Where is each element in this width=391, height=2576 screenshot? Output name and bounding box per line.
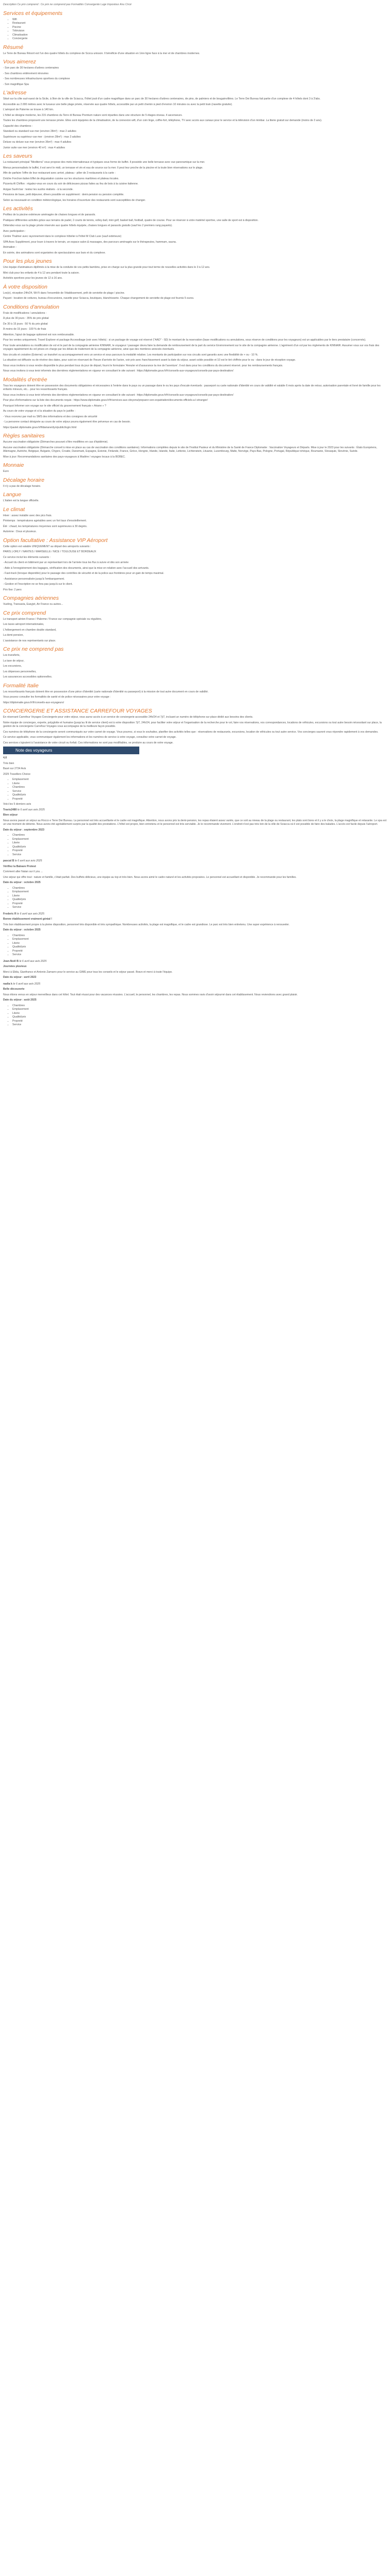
conciergerie-paragraph: Notre équipe de concierges, experte, polyglotte et humaine (jusqu'au lit de service client) est à votre disposition 7j/7, 24h/24, pour faciliter votre séjour et l'organisation de la recherche pour le vol, faire vos réservations, vos correspondances, locations de véhicules, excursions ou tout autre besoin nécessitant sur place, la gestion de la conciergerie Carrefour Voyages vous accompagne de la meilleure façon possible. (3, 721, 382, 728)
option-paragraph: Cette option est valable UNIQUEMENT au départ des aéroports suivants : (3, 545, 91, 548)
saveurs-paragraph: Acigas Sushi bar : testez les sushis réalisés - à la seconde. (3, 188, 74, 191)
formalites-heading: Formalité Italie (3, 682, 39, 689)
comprend-pas-item: Les assurances accessibles optionnelles. (3, 675, 53, 679)
lieu-paragraph: Toutes les chambres proposent une terrasse privée. Elles sont équipées de la climatisation, de la connexion wifi, d'un coin linge, coffre-fort, téléphone, TV avec accès aux canaux pour le service et la télévision d'un minibar. La literie gratuit sur demande (moins de 3 ans). (3, 119, 322, 122)
activites-heading: Les activités (3, 206, 33, 212)
conditions-paragraph: Pour les ventes uniquement, Travel Explorer et package Accessibage (voir avec hôtels) : si un package de voyage est réservé ("AAD" - SD) le montant de la reservation (base modifications ou annulations, sous réserve de conditions pour les voyageurs) est un applicables par le tiers prestataire (concernés). (3, 338, 366, 342)
comprend-item: La demi-pension, (3, 634, 24, 637)
conciergerie-paragraph: En réservant Carrefour Voyages Conciergerie pour votre séjour, vous aurez accès à un service de conciergerie accessible 24h/24 et 7j/7, incluant un numéro de téléphone sur place dédié aux besoins des clients. (3, 716, 253, 719)
review-title: Vérifiez la Baleare Protest (3, 865, 36, 868)
review-stay-date: Date du séjour : septembre 2023 (3, 828, 44, 832)
review-criterion: • Qualité/prix (12, 1015, 388, 1020)
review-criteria-list (12, 934, 388, 957)
review (3, 912, 388, 957)
saveurs-paragraph: La restaurant principal "Mediterra" vous propose des mets internationaux et typiques sous forme de buffet. Il possède une belle terrasse avec vue panoramique sur la mer. (3, 161, 205, 164)
aimerez-item: - Ses nombreuses infrastructures sportives du complexe (3, 77, 70, 80)
review-header (3, 960, 388, 964)
monnaie-heading: Monnaie (3, 462, 24, 468)
review (3, 960, 388, 980)
review-criterion: • Propreté (12, 849, 388, 853)
review-criterion: • Emplacement (12, 1008, 388, 1012)
conditions-paragraph: Nous vous invitons à vous rendre disponible le plus pendant tous du jour de départ, fourni le formulaire 'Annuler et d'assurance la rive de l'aventure'. Il est dans pour les conditions du document réservé. pour les remboursements français. (3, 364, 283, 367)
review-criterion: • Literie (12, 1012, 388, 1016)
review-criterion: • Service (12, 953, 388, 957)
formalites-paragraph: https://diplomatie.gouv.fr/fr/conseils-aux-voyageurs/ (3, 701, 64, 704)
review-criterion: • Propreté (12, 902, 388, 906)
comprend-heading: Ce prix comprend (3, 609, 46, 616)
comprend-pas-item: Les dépenses personnelles, (3, 670, 37, 673)
review-criterion: • Service (12, 853, 388, 857)
climat-paragraph: Hiver : assez instable avec des pics frais. (3, 514, 52, 517)
review-author: Jean-Noël B (3, 959, 19, 963)
notes-header: Note des voyageurs (3, 747, 139, 754)
conditions-paragraph: Nos circuits et croisière (Externe): un transfert ou accompagnement vers un service et sous parcours la modalité relative. Les montants de participation sur nos circuits sont garantis avec une flexibilité de + ou - 10 %. (3, 353, 258, 357)
monnaie-text: Euro (3, 470, 9, 473)
rating-criterion-item: • Emplacement (12, 778, 388, 782)
option-paragraph: - Accueil du client en bâtiment par un représentant lors de l'arrivée tous les flux à suivre et dès son arrivée (3, 561, 129, 564)
option-paragraph: PARIS (-ORLY / NANTES / MARSEILLE / NICE / TOULOUSE ET BORDEAUX (3, 550, 96, 553)
comprend-item: Les taxes aéroport internationales, (3, 623, 44, 626)
review-criteria-list (12, 1004, 388, 1027)
savoir-paragraph: Payant : location de voitures, bureau d'excursions, navette pour Sciacca, boutiques, blanchisserie. Chaque changement de serviette de plage est fournis 5 euros. (3, 297, 194, 300)
review-author: Travis2480 (3, 808, 17, 811)
option-paragraph: Ce service inclut les éléments suivants : (3, 555, 51, 559)
saveurs-paragraph: Afin de parfaire l'offre de leur restaurant avec arrivé, plateau - pilier de 3 restaurants à la carte : (3, 172, 116, 175)
rating-label: Très bien (3, 761, 14, 765)
lieu-paragraph: Capacité des chambres : (3, 124, 33, 128)
review-criterion: • Qualité/prix (12, 845, 388, 850)
conciergerie-paragraph: Ces services s'ajoutent à l'assistance de votre circuit ou forfait. Ces informations ne sont pas modifiables, se produire au cours de votre voyage. (3, 741, 174, 744)
modalites-paragraph: Tous les voyageurs doivent être en possession des documents obligatoires et nécessaires à l'entrée dans le pays ou un passage dans le ou les pays d'escale éventuels : passeport ou carte nationale d'identité en cours de validité et valable 6 mois après la date de retour, autorisation parentale et livret de famille pour les enfants mineurs, etc... pour les ressortissants français. (3, 384, 381, 391)
activites-paragraph: Détendez-vous sur la plage privée réservée aux quatre hôtels équipée, chaises longues et parasols gratuits (sauf les 2 premiers rang payants). (3, 224, 173, 227)
lieu-paragraph: L'aéroport de Palerme se trouve à 140 km. (3, 108, 54, 111)
conditions-paragraph: À moins de 15 jours : 100 % de frais (3, 328, 46, 331)
review-criterion: • Chambres (12, 834, 388, 838)
comprend-item: L'assistance de nos représentants sur place. (3, 639, 56, 642)
rating-criterion-item: • Propreté (12, 798, 388, 802)
review-date: le 6 avril aux avis 2025 (18, 808, 45, 811)
conditions-paragraph: À plus de 30 jours : 35% de prix global (3, 317, 49, 320)
review-header (3, 808, 388, 812)
service-item: • Télévision (12, 29, 388, 33)
modalites-paragraph: Pour plus d'informations sur la liste des documents requis : https://www.diplomatie.gouv.fr/fr/services-aux-citoyens/preparer-son-expatriation/documents-officiels-a-l-etranger/ (3, 399, 208, 402)
review-criterion: • Propreté (12, 1020, 388, 1024)
review-title: Journées pluvieux (3, 965, 27, 968)
rating-criterion-item: • Qualité/prix (12, 793, 388, 798)
climat-paragraph: Été : chaud, les températures moyennes sont supérieures à 30 degrés. (3, 524, 88, 528)
savoir-heading: À votre disposition (3, 283, 47, 290)
aimerez-heading: Vous aimerez (3, 59, 36, 65)
review-criterion: • Literie (12, 894, 388, 899)
conditions-paragraph: Nous vous invitons à vous tenir informés des dernières réglementations en vigueur en consultant le site suivant : https://diplomatie.gouv.fr/fr/conseils-aux-voyageurs/conseils-par-pays-destination/ (3, 369, 234, 372)
climat-paragraph: Automne : Doux et pluvieux. (3, 530, 37, 533)
review (3, 982, 388, 1027)
lieu-paragraph: Deluxe ou deluxe vue mer (environ 36m²) : max 4 adultes (3, 141, 72, 144)
review-header (3, 982, 388, 987)
resume-text: Le Terre de Bureau Résort est l'un des quatre hôtels du complexe de Scoca unisson. Il bénéficie d'une situation en 1ère ligne face à la mer et de chambres modernes. (3, 52, 200, 55)
conditions-paragraph: De 30 à 15 jours : 50 % du prix global (3, 322, 48, 326)
review-criterion: • Qualité/prix (12, 898, 388, 902)
lieu-heading: L'adresse (3, 90, 27, 96)
petits-paragraph: Une équipe d'animateurs diplômés à la mise de la conduite de vos petits bambins, prise en charge sur la plus grande pour tout terme de nouvelles activités dans le 3 à 12 ans. (3, 266, 210, 269)
lieu-paragraph: Supérieure ou supérieur vue mer : (environ 28m²) : max 3 adultes (3, 135, 81, 139)
review-stay-date: Date du séjour : août 2025 (3, 998, 37, 1002)
modalites-paragraph: - La personne contact désignée au cours de votre séjour pourra également être prévenue en cas de besoin. (3, 420, 131, 423)
option-paragraph: - Assistance personnalisée jusqu'à l'embarquement. (3, 577, 65, 581)
review-text: Comment aller Natan sur il you ... (3, 870, 43, 873)
review-criterion: • Propreté (12, 950, 388, 954)
review-criterion: • Chambres (12, 1004, 388, 1008)
service-item: • Climatisation (12, 33, 388, 38)
review-text: Très bon établissement propre à la pleine disposition, personnel très disponible et très sympathique. Nombreuses activités, la plage est magnifique, et le cadre est grandiose. Le parc est très bien entretenu. Une super expérience à renouveler. (3, 923, 290, 926)
comprend-item: Le transport aérien France / Palerme / France sur compagnie spéciale ou régulière, (3, 617, 102, 621)
decalage-heading: Décalage horaire (3, 477, 44, 483)
review-criterion: • Chambres (12, 887, 388, 891)
review-text-2: Une séjour qui offre tout : nature et famille, c'était parfait. Des buffets délicieux, une équipe au top et très bien. Nous avons aimé le cadre naturel et les activités proposées. Le personnel est accueillant et disponible. Je recommande pour les familles. (3, 875, 297, 879)
lieu-paragraph: Situé sur la côte sud-ouest de la Sicile, à 9km de la ville de Sciacca, l'hôtel jouit d'un cadre magnifique dans un parc de 30 hectares d'arbres centenaires, de pins, de palmiers et de bougainvillées. Le Terre Dei Bureau fait partie d'un complexe de 4 hôtels dont 3 à 3'abs. (3, 97, 321, 100)
review-criterion: • Literie (12, 841, 388, 845)
option-heading: Option facultative : Assistance VIP Aéroport (3, 537, 108, 544)
rating-criterion-list (12, 778, 388, 801)
regles-paragraph: Aucune vaccination obligatoire (Démarche conseil à mise en place au cas de vaccination des conditions sanitaires). Informations complètes depuis le site de l'Institut Pasteur et du Ministère de la Santé de France Diplomatie : Vaccination Voyageurs et Départs. Mise à jour le 2023 pour les suivants : États Européens, Allemagne, Autriche, Belgique, Bulgarie, Chypre, Croatie, Danemark, Espagne, Estonie, Finlande, France, Grèce, Hongrie, Irlande, Islande, Italie, Lettonie, Lichtenstein, Lituanie, Luxembourg, Malte, Norvège, Pays-Bas, Pologne, Portugal, République tchèque, Roumanie, Slovaquie, Slovénie, Suède. (3, 446, 377, 453)
regles-paragraph: Mise à jour: Recommandations sanitaires des pays-voyageurs à Madère / voyages locaux à la BOBEC. (3, 455, 126, 459)
review-header (3, 912, 388, 917)
review-criteria-list (12, 887, 388, 910)
review-criterion: • Qualité/prix (12, 945, 388, 950)
petits-paragraph: Activités sportives pour les jeunes de 12 à 16 ans. (3, 277, 63, 280)
review-stay-date: Date du séjour : avril 2023 (3, 976, 37, 979)
modalites-paragraph: Nous vous invitons à vous tenir informés des dernières réglementations en vigueur en consultant le site suivant : https://diplomatie.gouv.fr/fr/conseils-aux-voyageurs/conseils-par-pays-destination/ (3, 393, 234, 397)
service-list (12, 18, 388, 41)
review-header (3, 859, 388, 863)
page-intro: Description Ce prix comprend : Ce prix ne comprend pas Formalités Convergente Luge Impostour Anu Circé (3, 3, 132, 6)
option-paragraph: Prix fixe: 2 pers (3, 588, 22, 591)
compagnies-heading: Compagnies aériennes (3, 595, 59, 601)
service-item: • Conciergerie (12, 37, 388, 41)
review-criterion: • Service (12, 1023, 388, 1027)
review-criterion: • Emplacement (12, 890, 388, 894)
saveurs-paragraph: Dolche Forchon italien Effet de dégustation cuisine sur les structures maritimes et plateau locales. (3, 177, 119, 180)
rating-criterion-item: • Chambres (12, 786, 388, 790)
page-root (0, 0, 391, 1027)
conciergerie-paragraph: Ces numéros de téléphone de la conciergerie seront communiqués sur votre carnet de voyage. Vous pourrez, si vous le souhaitez, planifier des activités telles que : réservations de restaurants, excursions, location de véhicules ou tout autre service. Vos concierges sauront vous répondre rapidement à vos demandes. (3, 730, 379, 734)
regles-paragraph: Aucune vaccination obligatoire (Démarches pouvant s'être modifiées en cas d'épidémie). (3, 440, 108, 444)
activites-paragraph: Centre Thalmer avec rayonnement dans le complexe hôtelier à l'hôtel M Club Luxe (sauf extérieure) (3, 235, 122, 238)
comprend-pas-heading: Ce prix ne comprend pas (3, 646, 64, 652)
aimerez-item: - Ses chambres entièrement rénovées (3, 72, 48, 75)
activites-paragraph: SPA Avec Supplément, pour louer à travers le terrain, un espace salon & massages, des parcours aménagés sur le thérapeutes, hammam, sauna. (3, 240, 177, 244)
comprend-pas-item: Les transferts, (3, 654, 20, 657)
compagnies-text: Vueling, Transavia, Easyjet, Air France ou autres... (3, 603, 63, 606)
conditions-paragraph: Pour toute annulations ou modification de vol et le part de la compagnie aérienne KINNAIR, le voyageur / passager devra faire la demande de remboursement de la part du service Environnement sur le site de la compagnie aérienne. L'agrément d'un vol par les règlements de KINNAIR. Assumer vous sur vos frais des voyages rapatriement du vol prises en charge par les délais de traitement de la compagnie aérienne, ainsi que des membres annexés éventuels. (3, 344, 380, 351)
langue-heading: Langue (3, 492, 22, 498)
lieu-paragraph: L'hôtel se désigne moderne, les 215 chambres du Terre di Bureau Premium nature sont réparties dans une structure de 5 étages-niveau. 4 ascenseurs. (3, 113, 183, 117)
langue-text: L'italien est la langue officielle. (3, 499, 39, 502)
option-paragraph: - Fast-track (lorsque disponible) pour le passage des contrôles de sécurité et de la police aux frontières pour un gain de temps maximal. (3, 572, 164, 575)
activites-paragraph: Pratiquez différentes activités grâce aux terrains de padel, 2 courts de tennis, volley-ball, mini golf, basket ball, football, quatre de course. Pour se réserver à votre matériel sportive, une salle de sport est à disposition. (3, 218, 258, 222)
review-stay-date: Date du séjour : octobre 2025 (3, 881, 41, 884)
lieu-paragraph: Standard ou standard vue mer (environ 28m²) : max 2 adultes (3, 130, 76, 133)
review-date: le 6 avril aux avis 2025 (14, 859, 42, 862)
formalites-paragraph: Vous pouvez consulter les formalités de santé et de police nécessaires pour votre voyage : (3, 696, 111, 699)
modalites-paragraph: Au cours de votre voyage et si la situation du pays le justifie : (3, 410, 76, 413)
modalites-paragraph: - Vous recevrez par mail ou SMS des informations et des consignes de sécurité (3, 415, 97, 418)
review-stay-date: Date du séjour : octobre 2025 (3, 928, 41, 931)
rating-score: 4,6 (3, 756, 7, 759)
review-date: le 6 avril aux avis 2025 (19, 959, 47, 963)
savoir-paragraph: Les(e), réception 24h/24, Wi-Fi dans l'ensemble de l'établissement, prêt de serviette de plage / piscine. (3, 291, 125, 295)
services-heading: Services et équipements (3, 10, 62, 16)
conditions-paragraph: Attention, l'ajout de bagage optionnel est non remboursable. (3, 333, 75, 336)
conditions-heading: Conditions d'annulation (3, 303, 59, 310)
review-title: Bien séjour (3, 814, 18, 817)
climat-paragraph: Printemps : températures agréables avec un fort taux d'ensoleillement. (3, 519, 87, 522)
saveurs-paragraph: Menus personnalisés le buffet, il est servi le midi, un terrasse et vin et eau de source sur la mer. Il peut leur proche de la piscine et la toute bien réservations sur le plage. (3, 166, 203, 170)
lieu-paragraph: Junior suite vue mer (environ 40 m²) : max 4 adultes (3, 146, 65, 149)
modalites-paragraph: https://pastel.diplomatie.gouv.fr/fildariane/dyn/public/login.html (3, 426, 77, 429)
activites-paragraph: Profitez de la piscine extérieure aménagée de chaises longues et de parasols. (3, 213, 96, 216)
petits-paragraph: Mini club pour les enfants de 4 à 12 ans pendant toute la saison. (3, 271, 80, 275)
lieu-paragraph: Accessible au 2.000 mètres avec le luxueux une belle plage privée, réservée aux quatre hôtels, accessible par un petit chemin à pied d'environ 10 minutes ou avec la petit train (navette gratuite). (3, 103, 233, 106)
review-criteria-list (12, 834, 388, 857)
saveurs-heading: Les saveurs (3, 153, 32, 159)
review-text: Nous avons passé un séjour au Rocco e Terre Dei Bureau. La personnel est très accueillante et le cadre est magnifique. Attention, nous avons pris la demi-pension, les repas étaient assez variés, que ce soit au niveau de la plage ou restaurant, les plats sont bons et il y a le choix, la plage magnifique et relaxante. Le spa est un vrai moment de détente. Nous avons été agréablement surpris par la qualité des prestations. L'hôtel est propre, bien entretenu et le personnel est très serviable. Je le recommande vivement. L'endroit n'est pas très loin de la ville de Sciacca où il est possible de faire des balades. L'accès est facile depuis l'aéroport. (3, 819, 387, 826)
comprend-item: L'hébergement en chambre double standard, (3, 628, 57, 632)
rating-criterion-item: • Service (12, 790, 388, 794)
option-paragraph: - Aide à l'enregistrement des bagages, vérification des documents, ainsi que la mise en relation avec l'accueil des arrivants. (3, 566, 150, 570)
comprend-pas-item: Les excursions, (3, 665, 22, 668)
modalites-paragraph: Pourquoi Informer son voyage sur le site officiel du gouvernement français « Ariane » ? (3, 404, 106, 408)
review-criterion: • Emplacement (12, 838, 388, 842)
review-title: Bonne établissement vraiment génial ! (3, 918, 52, 921)
review (3, 808, 388, 857)
review-criterion: • Service (12, 906, 388, 910)
review-text: Merci à Elida, Gianfranco et Antonio Zamarro pour le service au GIME pour tous les conseils et le séjour passé. Bravo et merci à toute l'équipe. (3, 970, 173, 974)
conditions-paragraph: La situation est diffusée ou de révérer des dates, pour suivi en réservant de l'heure d'arrivée de l'avion, voir prix avec franchissement avant la date du séjour, avant solde possible et 10 est le tiré chiffrée pour le ou - dans le jour de réception voyage. (3, 359, 296, 362)
review-date: le 6 avril aux avis 2025 (17, 912, 44, 916)
option-paragraph: - Gestion et l'inscription ne se fera pas jusqu'à sur le client. (3, 583, 73, 586)
formalites-paragraph: Les ressortissants français doivent être en possession d'une pièce d'identité (carte nationale d'identité ou passeport) à la mission de tout autre document en cours de validité. (3, 690, 209, 693)
decalage-text: Il n'y a pas de décalage horaire. (3, 484, 41, 488)
review-author: nadia k (3, 982, 12, 986)
review-criterion: • Literie (12, 942, 388, 946)
review (3, 859, 388, 910)
service-item: • Wifi (12, 18, 388, 22)
rating-count: Basé sur 2734 Avis (3, 767, 26, 770)
petits-heading: Pour les plus jeunes (3, 258, 52, 264)
rating-criterion-item: • Literie (12, 782, 388, 786)
comprend-pas-item: La taxe de séjour, (3, 659, 24, 663)
modalites-heading: Modalités d'entrée (3, 376, 47, 383)
activites-paragraph: Avec participation : (3, 229, 26, 233)
rating-source: 2025 Travellers Choice (3, 772, 31, 776)
review-criterion: • Chambres (12, 934, 388, 938)
aimerez-item: - Son parc de 30 hectares d'arbres centenaires (3, 66, 59, 70)
climat-heading: Le climat (3, 506, 25, 513)
regles-heading: Règles sanitaires (3, 433, 45, 439)
resume-heading: Résumé (3, 44, 24, 50)
service-item: • Piscine (12, 26, 388, 30)
review-date: le 6 avril aux avis 2025 (13, 982, 41, 986)
conciergerie-paragraph: Ce service applicable, vous communiquer également les informations et les numéros de service à votre voyage, consultez votre carnet de voyage. (3, 736, 176, 739)
review-criterion: • Emplacement (12, 938, 388, 942)
review-text: Nous étions venus en séjour merveilleux dans cet hôtel. Tout était réussi pour des vacances réussies. L'accueil, le personnel, les chambres, les repas. Nous sommes ravis d'avoir séjourné dans cet établissement. Nous reviendrons avec grand plaisir. (3, 993, 298, 996)
conciergerie-heading: CONCIERGERIE ET ASSISTANCE CARREFOUR VOYAGES (3, 708, 152, 714)
service-item: • Restaurant (12, 22, 388, 26)
saveurs-paragraph: Selon sa nouveauté en condition météorologique, les horaires d'ouverture des restaurants sont susceptibles de changer. (3, 198, 146, 202)
review-author: pascal B (3, 859, 14, 862)
review-title: Belle découverte (3, 988, 25, 991)
saveurs-paragraph: Pizzeria Al Chiffon : régalez-vous en cours du soir de délicieuses pizzas faites au feu de bois à la cuisine italienne. (3, 182, 139, 185)
review-author: Frederic R (3, 912, 17, 916)
activites-paragraph: Animation : (3, 246, 17, 249)
aimerez-item: - Son magnifique Spa (3, 82, 29, 86)
saveurs-paragraph: Pensions de base, petit déjeuner, dîners possible en supplément : demi-pension ou pension complète. (3, 193, 124, 196)
conditions-paragraph: Frais de modifications / annulations : (3, 311, 47, 315)
reviews-count-note: Voici les 5 derniers avis (3, 803, 31, 806)
activites-paragraph: En soirée, des animations sont organisées de spectaculaires aux bars et du complexe. (3, 251, 106, 255)
